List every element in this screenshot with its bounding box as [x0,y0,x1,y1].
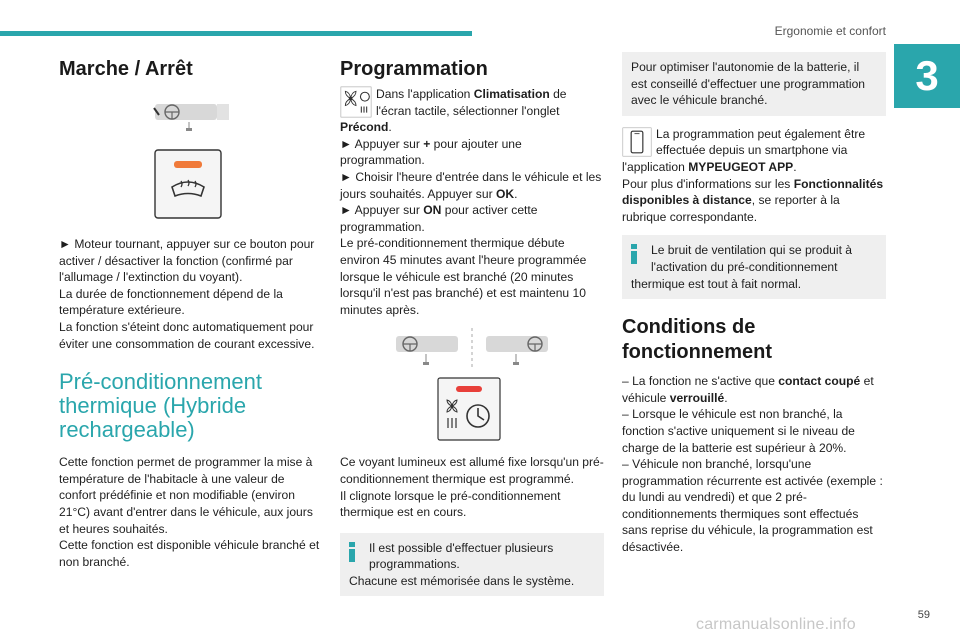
chapter-tab: 3 [894,44,960,108]
programmation-intro [340,86,604,136]
light-blink-text: Il clignote lorsque le pré-conditionnement thermique est en cours. [340,488,561,520]
col1-para4: Cette fonction permet de programmer la mise à température de l'habitacle à une valeur de confort prédéfinie et non modifiable (environ 21°C) avant d'entrer dans le véhicule, aux jours et heures souhaités. [59,455,313,536]
step-1: ► Appuyer sur + pour ajouter une programmation. [340,136,522,168]
programmation-title: Programmation [340,58,488,80]
preconditioning-button-icon [59,144,321,224]
col1-para5: Cette fonction est disponible véhicule branché et non branché. [59,538,320,569]
dual-steering-wheel-icon [340,326,604,374]
intro-text-2: de l'écran tactile, sélectionner l'onglet [376,87,567,118]
header-accent-bar [0,31,472,36]
header-title: Ergonomie et confort [774,24,886,38]
condition-1: – La fonction ne s'active que contact coupé et véhicule verrouillé. [622,374,874,405]
condition-2: – Lorsque le véhicule est non branché, la fonction s'active uniquement si le niveau de charge de la batterie est supérieur à 20%. [622,407,855,455]
col1-para3: La fonction s'éteint donc automatiquement pour éviter une consommation de courant excessive. [59,319,315,351]
info-text-1: Il est possible d'effectuer plusieurs programmations. [369,540,554,572]
info-icon [349,542,357,560]
step-2: ► Choisir l'heure d'entrée dans le véhicule et les jours souhaités. Appuyer sur OK. [340,169,602,201]
intro-bold-2: Précond [340,120,389,135]
info-box-programmations [340,533,604,597]
info-box-noise [622,235,886,299]
watermark: carmanualsonline.info [696,616,856,633]
column-1 [59,52,321,570]
column-2 [340,52,604,596]
column-3 [622,52,886,556]
smartphone-section: La programmation peut également être effectuée depuis un smartphone via l'application MYPEUGEOT APP. Pour plus d'informations sur les Fonctionnalités disponibles à distance, se reporter à la rubrique correspondante. [622,126,884,224]
battery-advice-text: Pour optimiser l'autonomie de la batterie, il est conseillé d'effectuer une programmation avec le véhicule branché. [631,60,866,108]
col1-para1: ► Moteur tournant, appuyer sur ce bouton pour activer / désactiver la fonction (confirmé par l'allumage / l'extinction du voyant). [59,237,315,285]
step-3: ► Appuyer sur ON pour activer cette programmation. [340,203,538,234]
info-text-2: Chacune est mémorisée dans le système. [349,573,575,588]
page-number: 59 [917,609,930,621]
intro-text-3: . [388,120,392,135]
intro-bold-1: Climatisation [473,87,550,101]
noise-text: Le bruit de ventilation qui se produit à l'activation du pré-conditionnement thermique est tout à fait normal. [631,243,853,291]
start-timing-text: Le pré-conditionnement thermique débute environ 45 minutes avant l'heure programmée lorsque le véhicule est branché (20 minutes lorsqu'il n'est pas branché) et est maintenu 10 minutes après. [340,236,587,317]
intro-text-1: Dans l'application [376,87,474,101]
preconditioning-indicator-icon [340,376,604,444]
condition-3: – Véhicule non branché, lorsqu'une programmation récurrente est activée (exemple : du lundi au vendredi) et que 2 pré-conditionnements thermiques sont effectués sans reprise du véhicule, la programmation est désactivée. [622,457,883,555]
smartphone-icon [622,126,652,158]
fan-app-icon [340,86,372,118]
conditions-title: Conditions de fonctionnement [622,316,772,364]
light-on-text: Ce voyant lumineux est allumé fixe lorsqu'un pré-conditionnement thermique est programmé. [340,455,604,486]
info-icon [631,244,639,262]
marche-arret-title: Marche / Arrêt [59,58,193,80]
col1-para2: La durée de fonctionnement dépend de la température extérieure. [59,286,283,318]
steering-wheel-icon [59,94,321,138]
info-box-battery [622,52,886,116]
preconditioning-section-title: Pré-conditionnement thermique (Hybride rechargeable) [59,369,263,443]
